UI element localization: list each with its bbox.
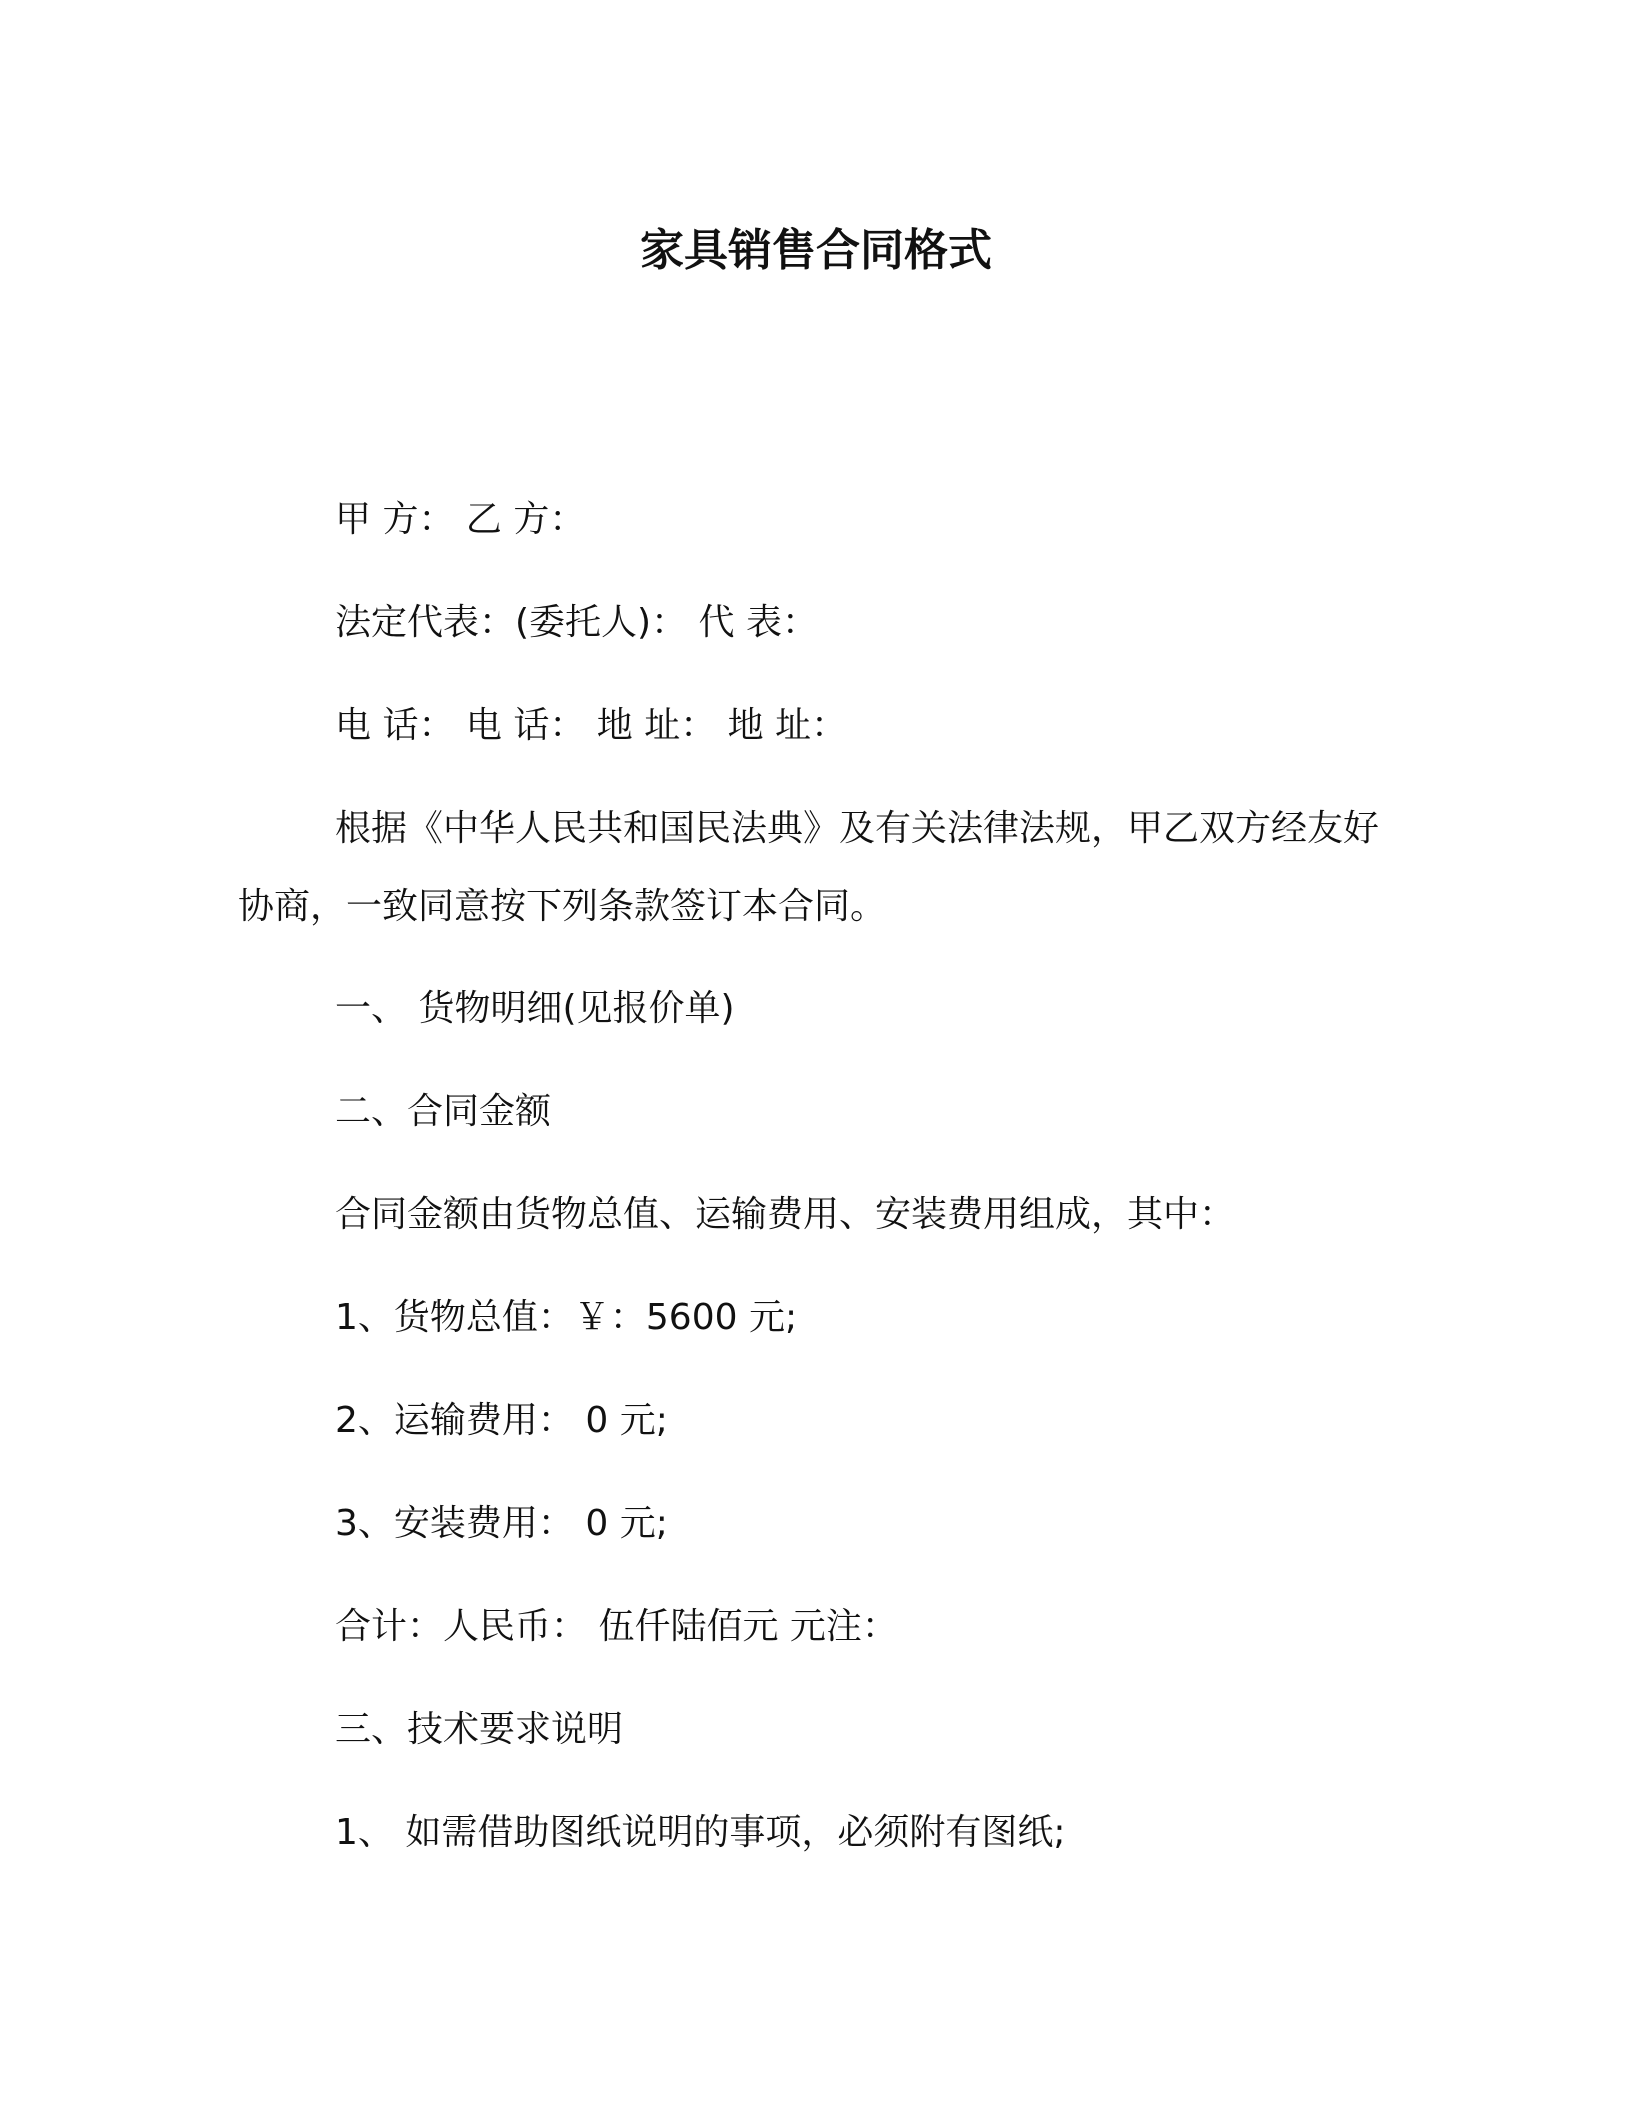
amount-total: 合计：人民币： 伍仟陆佰元 元注：: [335, 1606, 898, 1647]
amount-item-transport: 2、运输费用： 0 元;: [335, 1400, 668, 1441]
technical-item-1: 1、 如需借助图纸说明的事项，必须附有图纸;: [335, 1812, 1066, 1853]
party-line: 甲 方： 乙 方：: [335, 499, 586, 540]
amount-item-installation: 3、安装费用： 0 元;: [335, 1503, 668, 1544]
contact-line: 电 话： 电 话： 地 址： 地 址：: [335, 705, 848, 746]
intro-paragraph: 根据《中华人民共和国民法典》及有关法律法规，甲乙双方经友好协商，一致同意按下列条款签订本合同。: [238, 808, 1380, 927]
representative-line: 法定代表：(委托人)： 代 表：: [335, 602, 818, 643]
section-1-heading: 一、 货物明细(见报价单): [335, 988, 735, 1029]
document-title: 家具销售合同格式: [640, 225, 992, 276]
section-3-heading: 三、技术要求说明: [335, 1709, 624, 1750]
section-2-heading: 二、合同金额: [335, 1091, 552, 1132]
amount-item-goods: 1、货物总值：￥：5600 元;: [335, 1297, 798, 1338]
section-2-description: 合同金额由货物总值、运输费用、安装费用组成，其中：: [335, 1194, 1236, 1235]
